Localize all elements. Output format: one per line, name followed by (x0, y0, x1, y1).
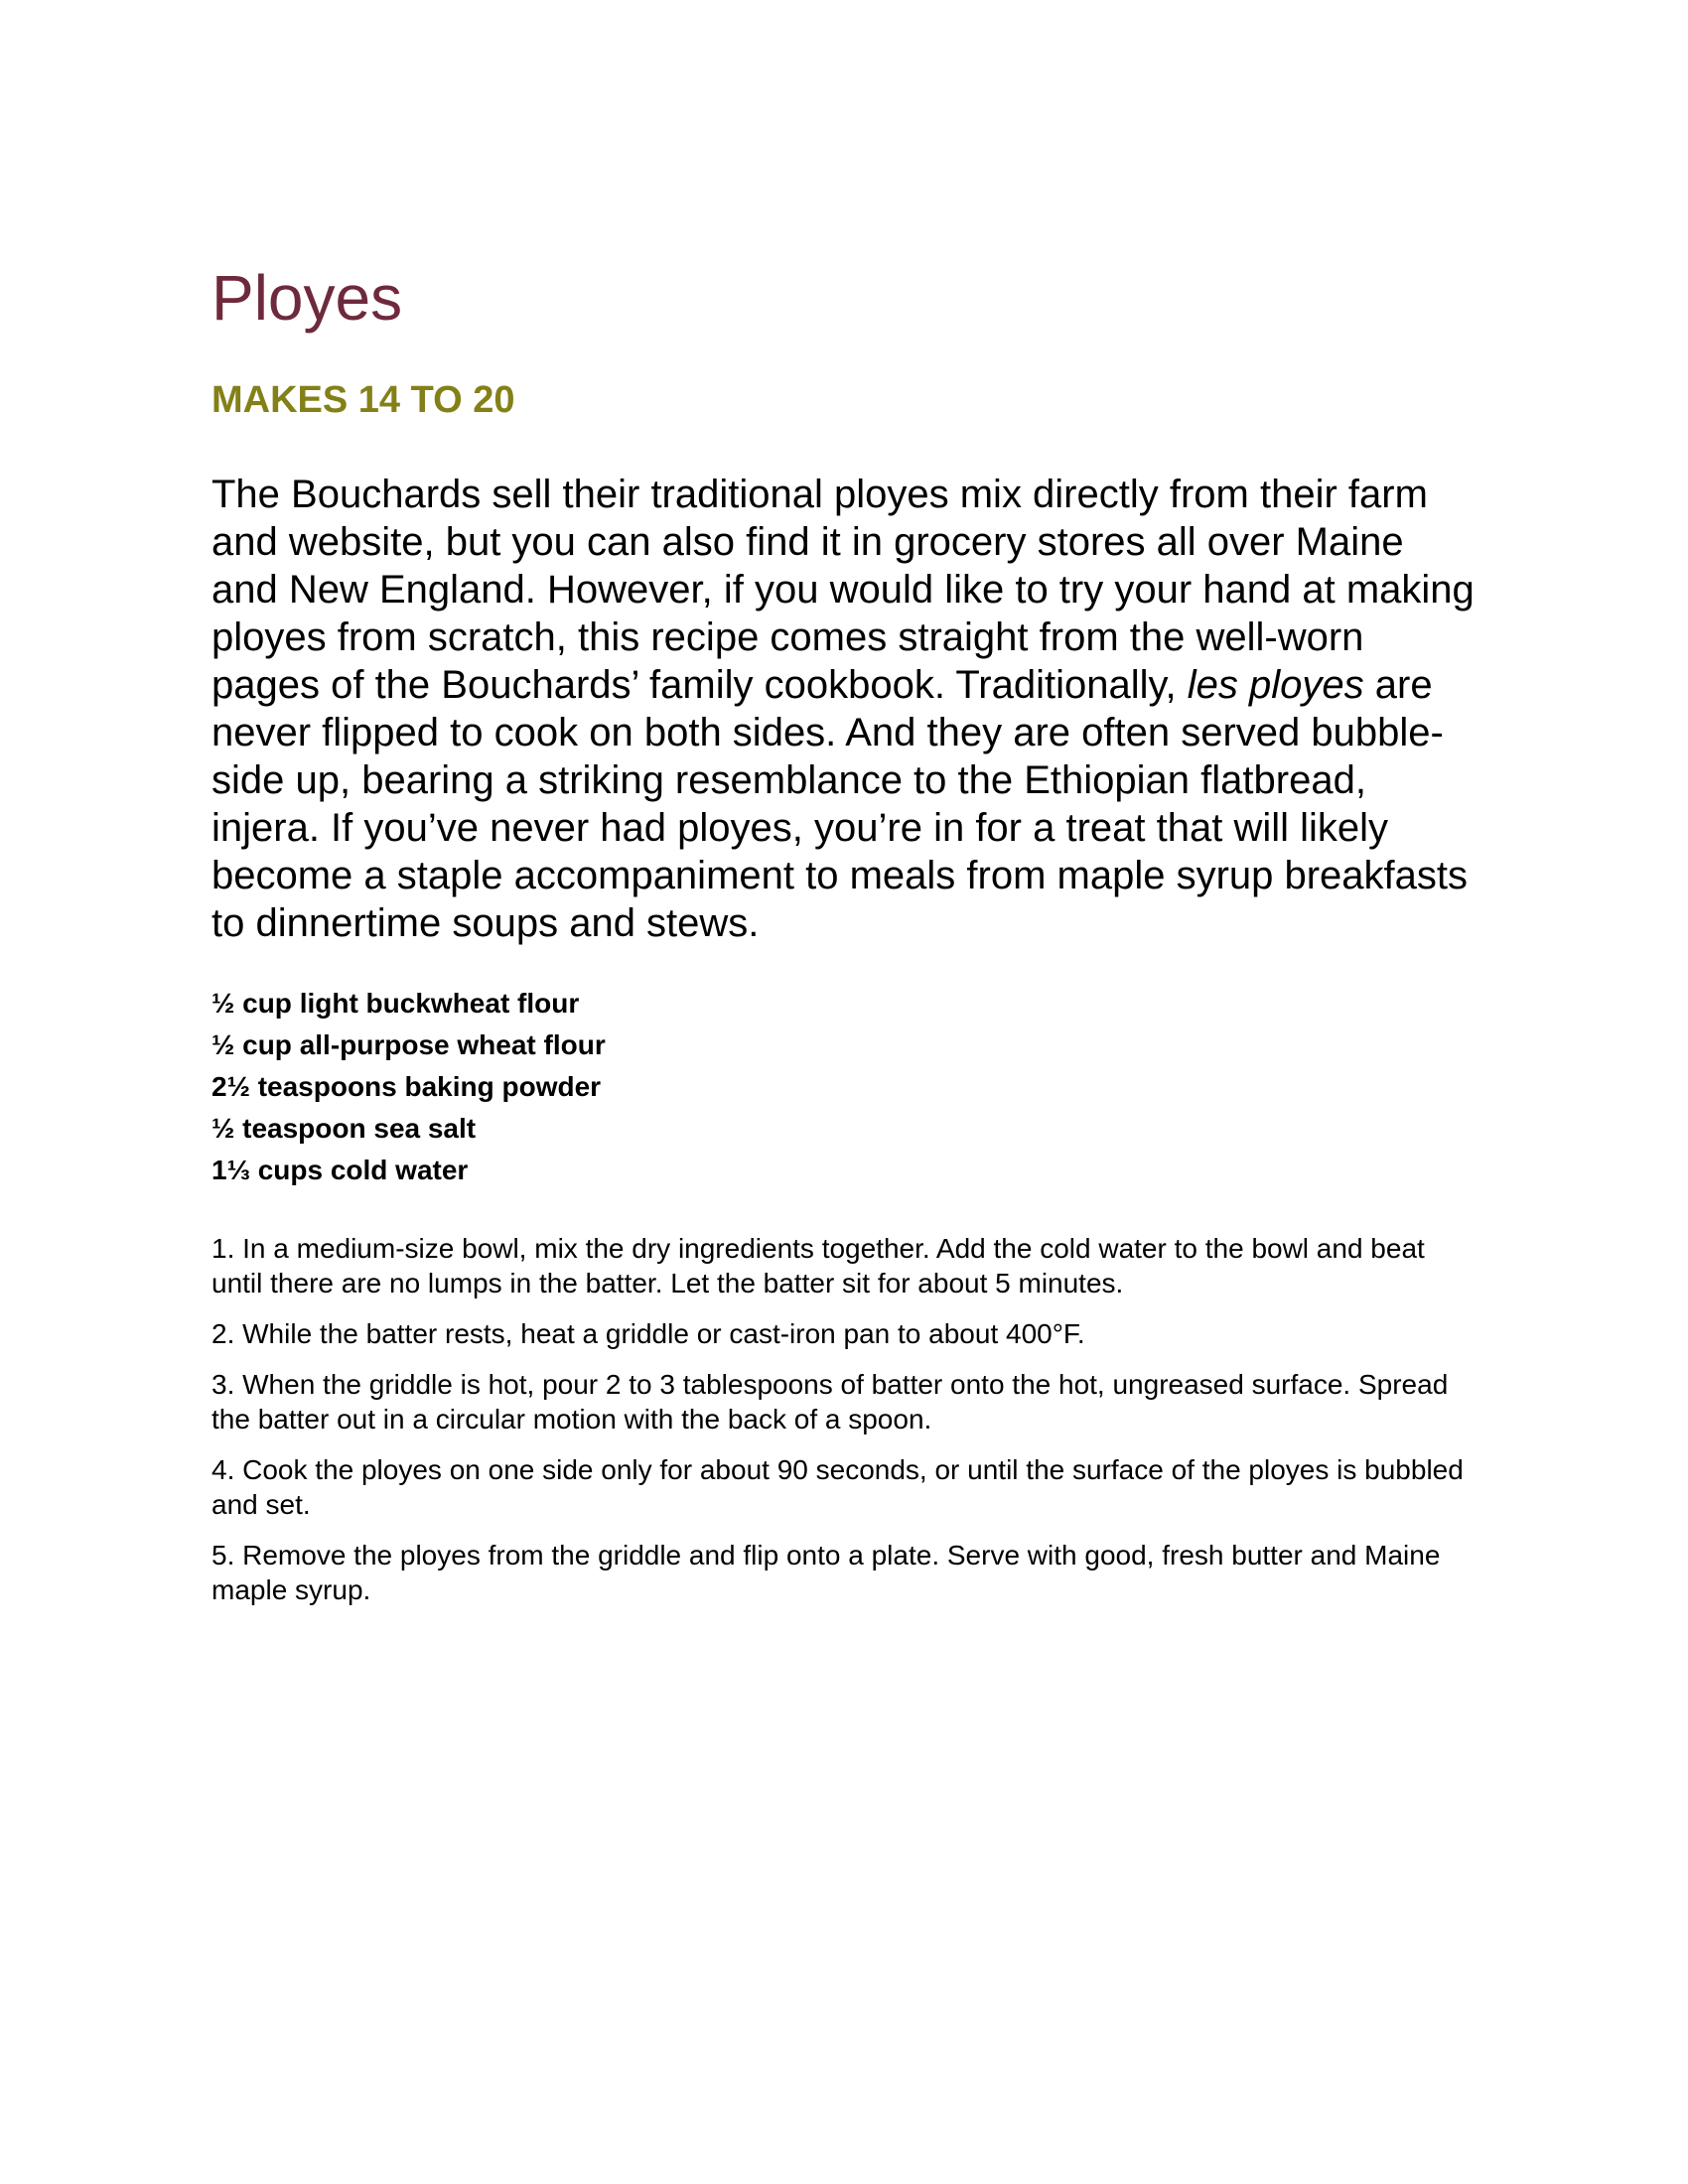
instruction-step: 2. While the batter rests, heat a griddle or cast-iron pan to about 400°F. (211, 1318, 1085, 1349)
ingredient-item: ½ teaspoon sea salt (211, 1113, 477, 1144)
instruction-steps (211, 1231, 1482, 1607)
recipe-yield: MAKES 14 TO 20 (211, 379, 515, 421)
ingredient-item: ½ cup light buckwheat flour (211, 988, 580, 1019)
ingredient-item: ½ cup all-purpose wheat flour (211, 1029, 606, 1060)
instruction-step: 4. Cook the ployes on one side only for about 90 seconds, or until the surface of the ployes is bubbled and set. (211, 1454, 1464, 1520)
intro-italic-term: les ployes (1187, 663, 1364, 707)
recipe-title: Ployes (211, 262, 403, 334)
instruction-step: 3. When the griddle is hot, pour 2 to 3 tablespoons of batter onto the hot, ungreased surface. Spread the batter out in a circular motion with the back of a spoon. (211, 1369, 1449, 1434)
intro-text-part1: The Bouchards sell their traditional ployes mix directly from their farm and website, but you can also find it in grocery stores all over Maine and New England. However, if you would like to try your hand at making ployes from scratch, this recipe comes straight from the well-worn pages of the Bouchards’ family cookbook. Traditionally, (211, 473, 1475, 707)
ingredient-item: 1⅓ cups cold water (211, 1155, 469, 1185)
recipe-intro (211, 471, 1477, 947)
instruction-step: 1. In a medium-size bowl, mix the dry ingredients together. Add the cold water to the bowl and beat until there are no lumps in the batter. Let the batter sit for about 5 minutes. (211, 1233, 1425, 1298)
instruction-step: 5. Remove the ployes from the griddle and flip onto a plate. Serve with good, fresh butter and Maine maple syrup. (211, 1540, 1441, 1605)
ingredient-list (211, 983, 1482, 1191)
ingredient-item: 2½ teaspoons baking powder (211, 1071, 602, 1102)
intro-text-part2: are never flipped to cook on both sides. And they are often served bubble-side up, bearing a striking resemblance to the Ethiopian flatbread, injera. If you’ve never had ployes, you’re in for a treat that will likely become a staple accompaniment to meals from maple syrup breakfasts to dinnertime soups and stews. (211, 663, 1469, 945)
recipe-page (211, 262, 1482, 1623)
